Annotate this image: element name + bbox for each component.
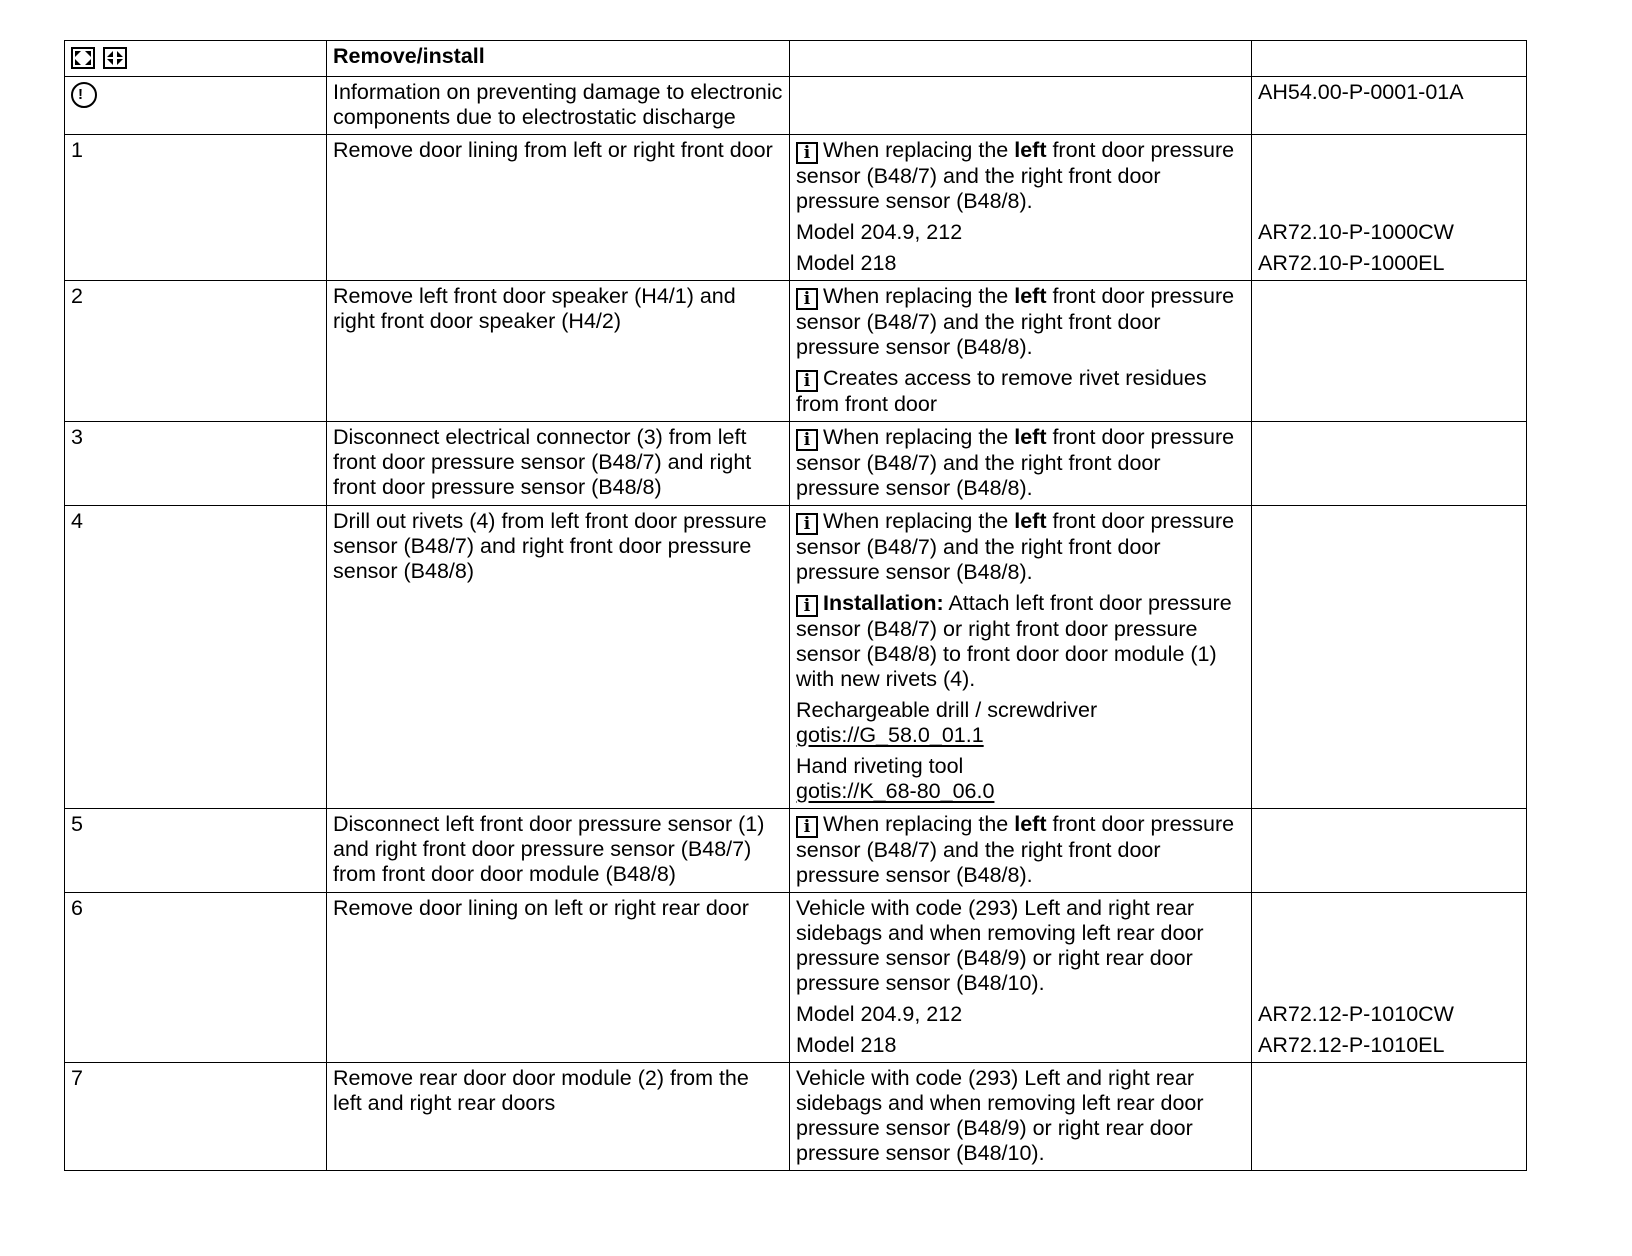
step-action-cell — [327, 1063, 790, 1171]
step-number-cell — [65, 893, 327, 1063]
collapse-all-icon[interactable] — [103, 47, 127, 69]
note-text-pre: When replacing the — [823, 509, 1015, 533]
step-number: 6 — [71, 896, 83, 920]
info-note — [796, 138, 1245, 214]
note-text-pre: When replacing the — [823, 425, 1015, 449]
info-icon: i — [796, 595, 818, 617]
step-notes-cell — [790, 135, 1252, 281]
step-refs-cell — [1252, 1063, 1527, 1171]
step-number-cell — [65, 809, 327, 893]
note — [796, 220, 1245, 245]
step-action-cell — [327, 422, 790, 506]
esd-row — [65, 77, 1527, 135]
step-action-cell — [327, 893, 790, 1063]
step-refs-cell — [1252, 809, 1527, 893]
step-number: 1 — [71, 138, 83, 162]
info-icon: i — [796, 816, 818, 838]
step-refs-cell — [1252, 422, 1527, 506]
header-empty-cell — [790, 41, 1252, 77]
step-action: Disconnect left front door pressure sensor (1) and right front door pressure sensor (B48/7) from front door door module (B48/8) — [333, 812, 765, 886]
note-text-post: Attach left front door pressure sensor (B48/7) or right front door pressure sensor (B48/8) to front door door module (1) with new rivets (4). — [796, 591, 1232, 691]
step-row — [65, 135, 1527, 281]
step-notes-cell — [790, 506, 1252, 809]
note-text-bold: left — [1014, 509, 1047, 533]
step-row — [65, 893, 1527, 1063]
note-text-pre: When replacing the — [823, 138, 1015, 162]
info-note — [796, 366, 1245, 417]
step-notes-cell — [790, 893, 1252, 1063]
step-action-cell — [327, 281, 790, 422]
procedure-table — [64, 40, 1527, 1171]
note-text-pre: When replacing the — [823, 284, 1015, 308]
header-empty-cell — [1252, 41, 1527, 77]
esd-icon-cell — [65, 77, 327, 135]
esd-ref[interactable]: AH54.00-P-0001-01A — [1258, 80, 1464, 104]
header-title-cell — [327, 41, 790, 77]
note — [796, 698, 1245, 748]
step-number: 3 — [71, 425, 83, 449]
step-number: 2 — [71, 284, 83, 308]
info-note — [796, 591, 1245, 692]
note-text-post: front door pressure sensor (B48/7) and the right front door pressure sensor (B48/8). — [796, 509, 1235, 584]
note — [796, 1002, 1245, 1027]
esd-text-cell — [327, 77, 790, 135]
step-number: 4 — [71, 509, 83, 533]
note — [796, 754, 1245, 804]
expand-all-icon[interactable] — [71, 47, 95, 69]
step-refs-cell — [1252, 135, 1527, 281]
note-text-post: front door pressure sensor (B48/7) and the right front door pressure sensor (B48/8). — [796, 284, 1235, 359]
procedure-table-body — [65, 41, 1527, 1171]
info-note — [796, 284, 1245, 360]
esd-text: Information on preventing damage to electronic components due to electrostatic discharge — [333, 80, 783, 129]
step-action: Remove rear door door module (2) from the left and right rear doors — [333, 1066, 749, 1115]
note-text: Model 204.9, 212 — [796, 1002, 963, 1026]
note-text-post: front door pressure sensor (B48/7) and the right front door pressure sensor (B48/8). — [796, 138, 1235, 213]
step-action: Disconnect electrical connector (3) from left front door pressure sensor (B48/7) and right front door pressure sensor (B48/8) — [333, 425, 752, 499]
header-title: Remove/install — [333, 44, 485, 68]
reference-link[interactable]: AR72.10-P-1000EL — [1258, 251, 1445, 275]
esd-empty-cell — [790, 77, 1252, 135]
note-text: Vehicle with code (293) Left and right rear sidebags and when removing left rear door pressure sensor (B48/9) or right rear door pressure sensor (B48/10). — [796, 1066, 1204, 1165]
note — [796, 1066, 1245, 1166]
note-text-bold: left — [1014, 812, 1047, 836]
note-text-post: front door pressure sensor (B48/7) and the right front door pressure sensor (B48/8). — [796, 425, 1235, 500]
step-number-cell — [65, 506, 327, 809]
note-text: Rechargeable drill / screwdriver — [796, 698, 1098, 722]
step-refs-cell — [1252, 893, 1527, 1063]
step-row — [65, 422, 1527, 506]
tool-link[interactable]: gotis://K_68-80_06.0 — [796, 779, 995, 803]
step-number: 7 — [71, 1066, 83, 1090]
step-refs-cell — [1252, 281, 1527, 422]
step-number: 5 — [71, 812, 83, 836]
step-notes-cell — [790, 809, 1252, 893]
step-action: Remove door lining from left or right front door — [333, 138, 773, 162]
info-icon: i — [796, 370, 818, 392]
step-action-cell — [327, 506, 790, 809]
step-action-cell — [327, 135, 790, 281]
note-text-bold: left — [1014, 425, 1047, 449]
info-icon: i — [796, 513, 818, 535]
note-text-post: front door pressure sensor (B48/7) and the right front door pressure sensor (B48/8). — [796, 812, 1235, 887]
header-row — [65, 41, 1527, 77]
note — [796, 1033, 1245, 1058]
note-text-bold: left — [1014, 138, 1047, 162]
step-number-cell — [65, 1063, 327, 1171]
step-action: Drill out rivets (4) from left front door pressure sensor (B48/7) and right front door pressure sensor (B48/8) — [333, 509, 767, 583]
reference-link[interactable]: AR72.12-P-1010CW — [1258, 1002, 1454, 1026]
note-text: Creates access to remove rivet residues from front door — [796, 366, 1207, 416]
note-text: Model 204.9, 212 — [796, 220, 963, 244]
note — [796, 251, 1245, 276]
step-action-cell — [327, 809, 790, 893]
step-number-cell — [65, 135, 327, 281]
info-note — [796, 425, 1245, 501]
note-text: Model 218 — [796, 1033, 897, 1057]
esd-warning-icon: ! — [71, 82, 97, 108]
info-icon: i — [796, 288, 818, 310]
step-notes-cell — [790, 1063, 1252, 1171]
note-text: Model 218 — [796, 251, 897, 275]
note-text-bold: left — [1014, 284, 1047, 308]
step-refs-cell — [1252, 506, 1527, 809]
step-number-cell — [65, 281, 327, 422]
step-number-cell — [65, 422, 327, 506]
step-row — [65, 506, 1527, 809]
reference-link[interactable]: AR72.12-P-1010EL — [1258, 1033, 1445, 1057]
note-text-pre: When replacing the — [823, 812, 1015, 836]
note-text: Hand riveting tool — [796, 754, 964, 778]
step-notes-cell — [790, 422, 1252, 506]
step-row — [65, 809, 1527, 893]
step-notes-cell — [790, 281, 1252, 422]
note-text-bold: Installation: — [823, 591, 944, 615]
esd-ref-cell — [1252, 77, 1527, 135]
step-row — [65, 1063, 1527, 1171]
info-icon: i — [796, 429, 818, 451]
info-note — [796, 509, 1245, 585]
info-icon: i — [796, 142, 818, 164]
tool-link[interactable]: gotis://G_58.0_01.1 — [796, 723, 984, 747]
note-text: Vehicle with code (293) Left and right rear sidebags and when removing left rear door pressure sensor (B48/9) or right rear door pressure sensor (B48/10). — [796, 896, 1204, 995]
header-icons-cell — [65, 41, 327, 77]
step-row — [65, 281, 1527, 422]
note — [796, 896, 1245, 996]
reference-link[interactable]: AR72.10-P-1000CW — [1258, 220, 1454, 244]
step-action: Remove left front door speaker (H4/1) and right front door speaker (H4/2) — [333, 284, 736, 333]
info-note — [796, 812, 1245, 888]
step-action: Remove door lining on left or right rear door — [333, 896, 749, 920]
